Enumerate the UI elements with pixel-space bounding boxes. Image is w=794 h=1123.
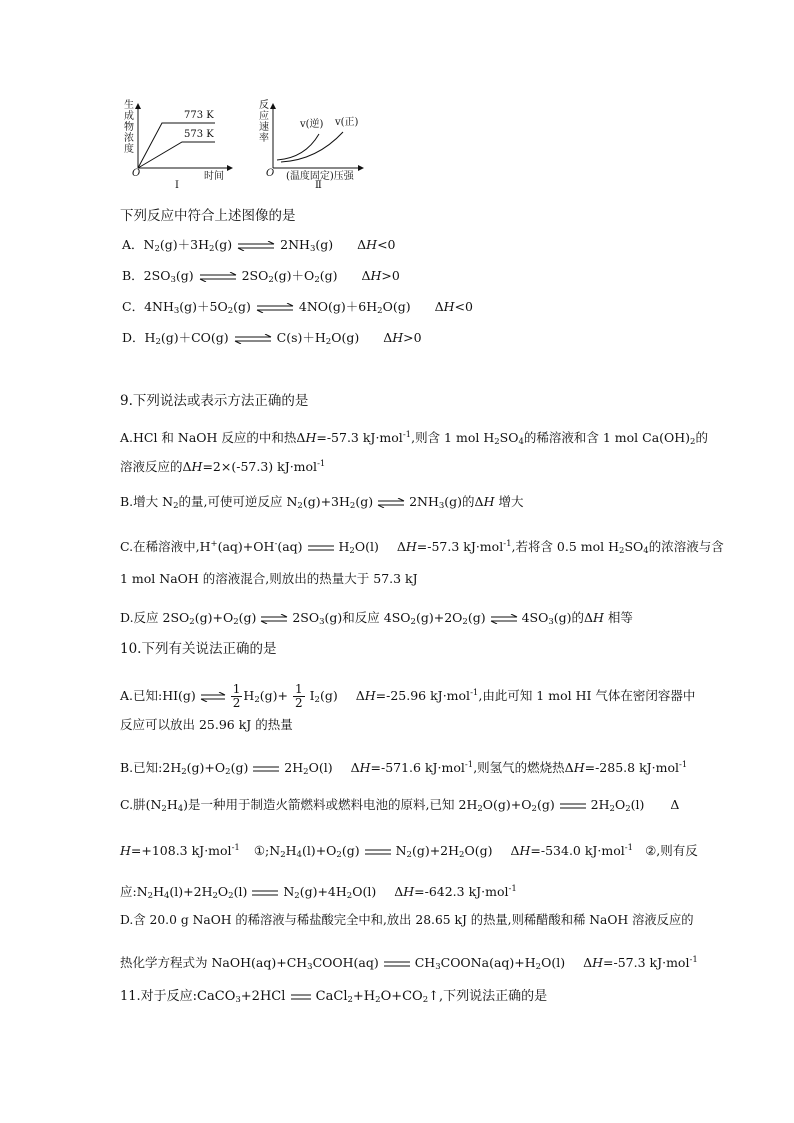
- q9-option-c-line1: C.在稀溶液中,H+(aq)+OH-(aq) $H_2O(l)$ ΔH=-57.3 kJ·mol$^{-1}$,若将含 0.5 mol $H_2SO_4$的浓溶液与含: [120, 539, 724, 556]
- double-equals-icon: [290, 993, 312, 1001]
- q10-option-c-line1: C.肼$(N_2H_4)$是一种用于制造火箭燃料或燃料电池的原料,已知 $2H_2O(g)+O_2(g)$ $2H_2O_2(l)$ Δ: [120, 797, 680, 814]
- label-forward: v(正): [335, 117, 359, 128]
- equilibrium-arrow-icon: [233, 334, 273, 344]
- graph-1: [120, 98, 240, 190]
- q11-stem: 11.对于反应:CaCO$_3$+2HCl $CaCl_2+H_2O+CO_2↑$,下列说法正确的是: [120, 989, 548, 1005]
- q8-option-c: C．$4NH_3(g)+5O_2(g)$ $4NO(g)+6H_2O(g)$ ΔH<0: [122, 299, 473, 316]
- graph-2-origin: O: [266, 168, 275, 179]
- q9-option-a-line2: 溶液反应的ΔH=2×(-57.3) kJ·mol$^{-1}$: [120, 459, 326, 474]
- label-773k: 773 K: [184, 110, 214, 121]
- q8-option-b: B．$2SO_3(g)$ $2SO_2(g)+O_2(g)$ ΔH>0: [122, 268, 400, 285]
- q9-option-c-line2: 1 mol NaOH 的溶液混合,则放出的热量大于 57.3 kJ: [120, 571, 418, 586]
- fraction-half: $\frac{1}{2}$: [294, 682, 303, 710]
- q8-option-d: D．$H_2(g)+CO(g)$ $C(s)+H_2O(g)$ ΔH>0: [122, 330, 422, 347]
- graph-1-origin: O: [132, 168, 141, 179]
- double-equals-icon: [252, 765, 280, 773]
- equilibrium-arrow-icon: [200, 692, 226, 702]
- q10-option-a-line2: 反应可以放出 25.96 kJ 的热量: [120, 717, 293, 732]
- graph-2-ylabel: 反应速率: [259, 100, 269, 144]
- equilibrium-arrow-icon: [377, 498, 405, 508]
- q10-option-d-line1: D.含 20.0 g NaOH 的稀溶液与稀盐酸完全中和,放出 28.65 kJ 的热量,则稀醋酸和稀 NaOH 溶液反应的: [120, 913, 694, 927]
- q9-stem: 9.下列说法或表示方法正确的是: [120, 393, 309, 409]
- q10-option-c-line3: 应$:N_2H_4(l)+2H_2O_2(l)$ $N_2(g)+4H_2O(l)$ ΔH=-642.3 kJ·mol$^{-1}$: [120, 884, 517, 901]
- q8-stem: 下列反应中符合上述图像的是: [120, 208, 296, 224]
- equilibrium-arrow-icon: [236, 241, 276, 251]
- q9-option-b: B.增大 $N_2$的量,可使可逆反应 $N_2(g)+3H_2(g)$ $2NH_3(g)$的ΔH 增大: [120, 494, 524, 511]
- double-equals-icon: [559, 802, 587, 810]
- equilibrium-arrow-icon: [198, 272, 238, 282]
- q10-option-c-line2: H=+108.3 kJ·mol$^{-1}$ $①;N_2H_4(l)+O_2(g)$ $N_2(g)+2H_2O(g)$ ΔH=-534.0 kJ·mol$^{-1}$ ②,则有反: [120, 843, 698, 860]
- double-equals-icon: [383, 960, 411, 968]
- double-equals-icon: [364, 848, 392, 856]
- curve-reverse: [277, 134, 319, 160]
- graph-1-roman: Ⅰ: [175, 180, 179, 191]
- q10-option-b: B.已知$:2H_2(g)+O_2(g)$ $2H_2O(l)$ ΔH=-571.6 kJ·mol$^{-1}$,则氢气的燃烧热ΔH=-285.8 kJ·mol$^{-1}$: [120, 760, 688, 777]
- double-equals-icon: [251, 889, 279, 897]
- fraction-half: $\frac{1}{2}$: [232, 682, 241, 710]
- equilibrium-arrow-icon: [490, 614, 518, 624]
- equilibrium-arrow-icon: [255, 303, 295, 313]
- label-reverse: v(逆): [300, 119, 324, 130]
- label-573k: 573 K: [184, 129, 214, 140]
- equilibrium-arrow-icon: [260, 614, 288, 624]
- q10-option-d-line2: 热化学方程式为 $NaOH(aq)+CH_3COOH(aq)$ $CH_3COONa(aq)+H_2O(l)$ ΔH=-57.3 kJ·mol$^{-1}$: [120, 955, 698, 972]
- graph-1-ylabel: 生成物浓度: [124, 100, 134, 155]
- q10-option-a-line1: A.已知:HI(g) $\frac{1}{2}$ $H_2(g)+$ $\frac{1}{2}$ $I_2(g)$ ΔH=-25.96 kJ·mol$^{-1}$,由此可知 1 mol HI 气体在密闭容器中: [120, 682, 696, 710]
- graph-2-xlabel: (温度固定)压强: [286, 171, 354, 182]
- graph-2-roman: Ⅱ: [315, 180, 322, 191]
- q9-option-a-line1: A.HCl 和 NaOH 反应的中和热ΔH=-57.3 kJ·mol$^{-1}$,则含 1 mol $H_2SO_4$的稀溶液和含 1 mol $Ca(OH)_2$的: [120, 430, 708, 447]
- q8-option-a: A．$N_2(g)+3H_2(g)$ $2NH_3(g)$ ΔH<0: [122, 237, 396, 254]
- graph-2: [255, 98, 370, 190]
- q10-stem: 10.下列有关说法正确的是: [120, 641, 277, 657]
- q9-option-d: D.反应 $2SO_2(g)+O_2(g)$ $2SO_3(g)$和反应 $4SO_2(g)+2O_2(g)$ $4SO_3(g)$的ΔH 相等: [120, 610, 633, 627]
- double-equals-icon: [307, 544, 335, 552]
- graph-1-xlabel: 时间: [204, 171, 224, 182]
